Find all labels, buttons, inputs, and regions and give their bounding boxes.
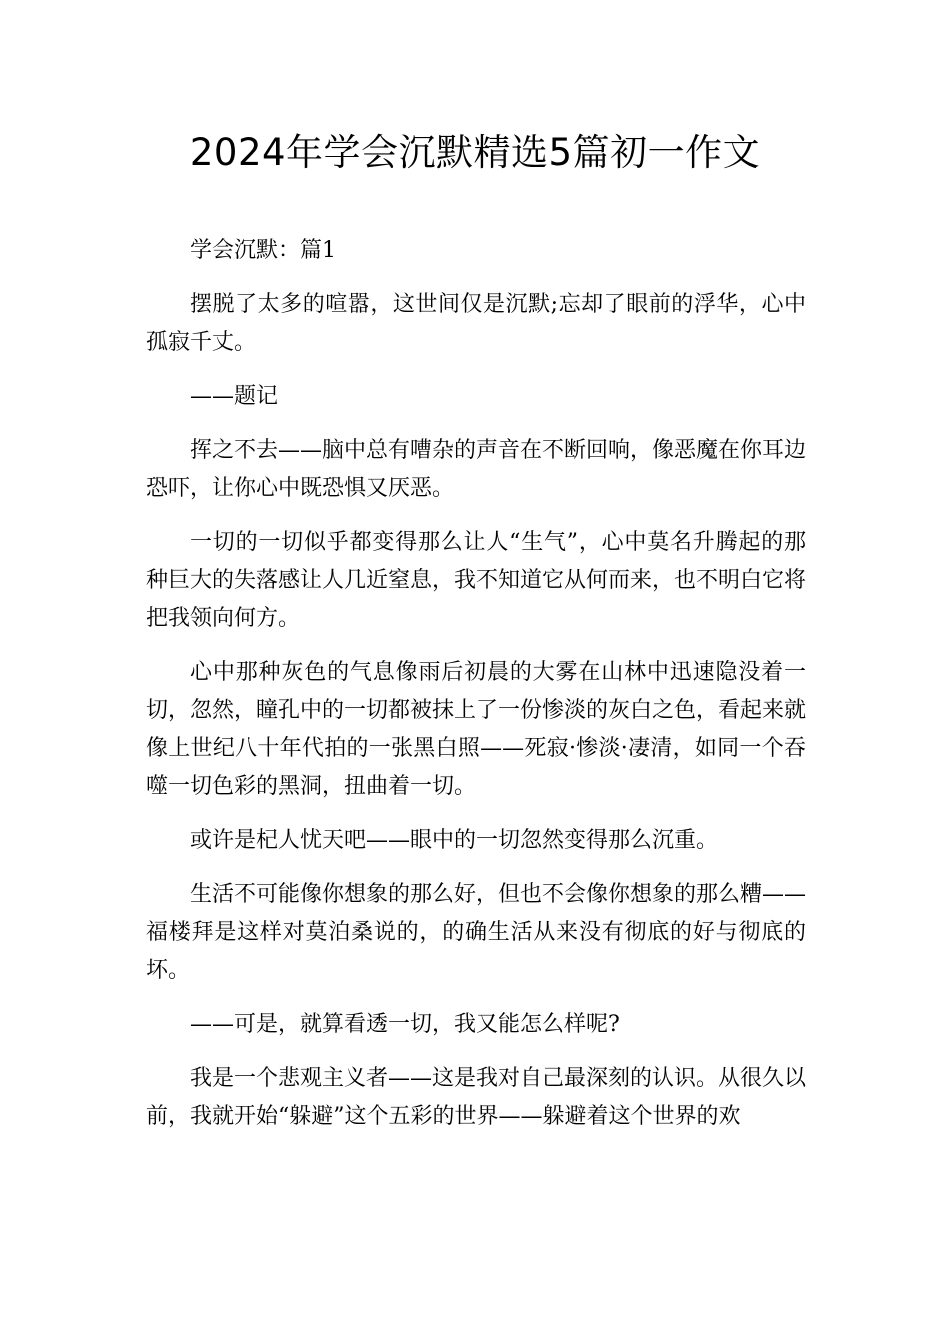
paragraph: 或许是杞人忧天吧——眼中的一切忽然变得那么沉重。 (190, 828, 719, 853)
paragraph: 挥之不去——脑中总有嘈杂的声音在不断回响，像恶魔在你耳边恐吓，让你心中既恐惧又厌恶。 (146, 438, 807, 501)
paragraph: 心中那种灰色的气息像雨后初晨的大雾在山林中迅速隐没着一切，忽然，瞳孔中的一切都被抹上了一份惨淡的灰白之色，看起来就像上世纪八十年代拍的一张黑白照——死寂·惨淡·凄清，如同一个吞噬一切色彩的黑洞，扭曲着一切。 (146, 660, 807, 799)
paragraph: 摆脱了太多的喧嚣，这世间仅是沉默;忘却了眼前的浮华，心中孤寂千丈。 (146, 292, 806, 355)
paragraph: 一切的一切似乎都变得那么让人“生气”，心中莫名升腾起的那种巨大的失落感让人几近窒息，我不知道它从何而来，也不明白它将把我领向何方。 (146, 530, 807, 631)
paragraph: ——可是，就算看透一切，我又能怎么样呢? (190, 1012, 620, 1037)
document-title: 2024年学会沉默精选5篇初一作文 (189, 131, 761, 174)
section-heading: 学会沉默：篇1 (190, 238, 336, 263)
paragraph: 生活不可能像你想象的那么好，但也不会像你想象的那么糟——福楼拜是这样对莫泊桑说的，的确生活从来没有彻底的好与彻底的坏。 (146, 882, 807, 983)
paragraph: 我是一个悲观主义者——这是我对自己最深刻的认识。从很久以前，我就开始“躲避”这个五彩的世界——躲避着这个世界的欢 (146, 1066, 807, 1129)
epigraph-attribution: ——题记 (190, 384, 279, 409)
document-body (146, 232, 806, 1152)
